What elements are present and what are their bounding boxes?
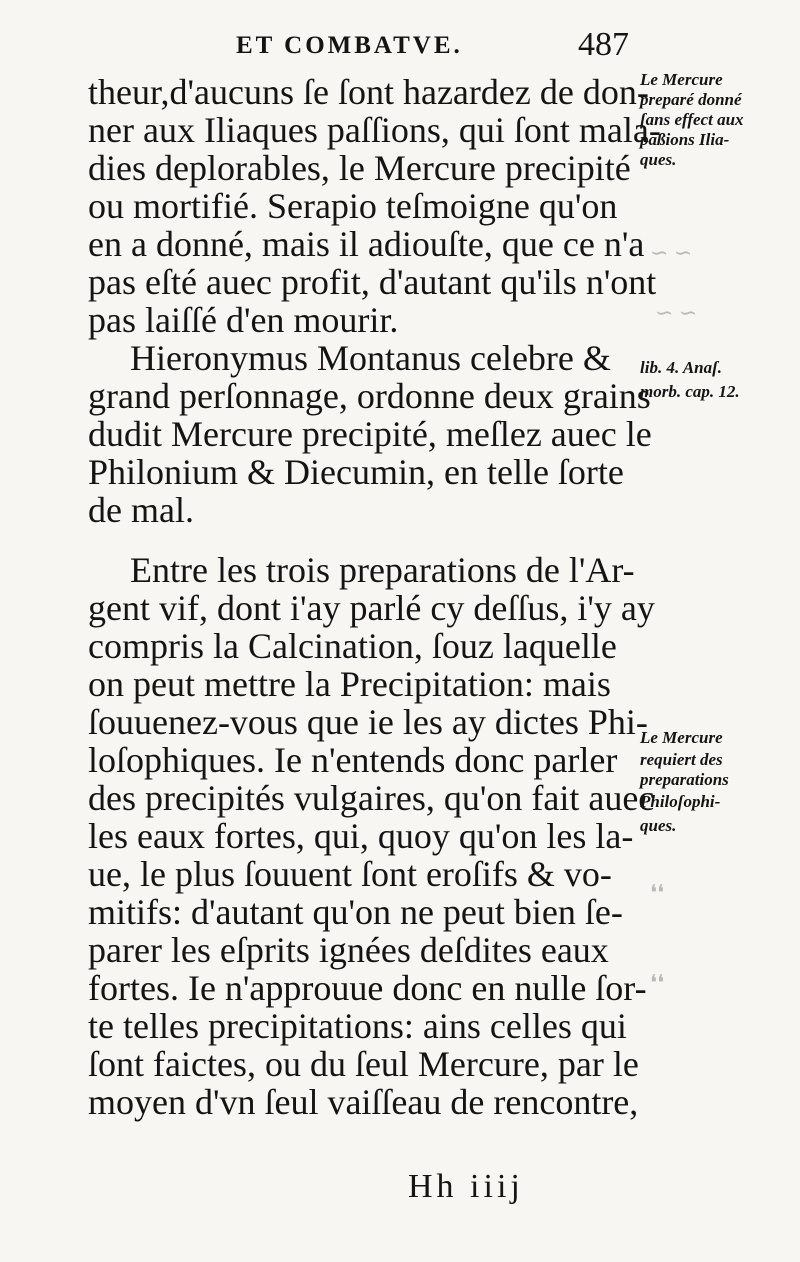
text-line: dudit Mercure precipité, meſlez auec le <box>88 414 652 454</box>
margin-note: preparations <box>640 770 729 789</box>
margin-note: preparé donné <box>640 90 742 109</box>
text-line: compris la Calcination, ſouz laquelle <box>88 626 617 666</box>
margin-note: paßions Ilia- <box>640 130 730 149</box>
margin-note: ques. <box>640 150 677 169</box>
page-number: 487 <box>578 26 629 63</box>
text-line: ue, le plus ſouuent ſont eroſifs & vo- <box>88 854 612 894</box>
text-line: ou mortifié. Serapio teſmoigne qu'on <box>88 186 618 226</box>
text-line: grand perſonnage, ordonne deux grains <box>88 376 651 416</box>
text-line: en a donné, mais il adiouſte, que ce n'a <box>88 224 645 264</box>
bleed-through-mark: ∽ ∽ <box>650 240 693 265</box>
bleed-through-mark: ∽ ∽ <box>655 300 698 325</box>
text-line: parer les eſprits ignées deſdites eaux <box>88 930 609 970</box>
text-line: loſophiques. Ie n'entends donc parler <box>88 740 618 780</box>
text-line: ſouuenez-vous que ie les ay dictes Phi- <box>88 702 648 742</box>
bleed-through-mark: ❛❛ <box>650 880 665 905</box>
bleed-through-mark: ❛❛ <box>650 970 665 995</box>
text-line: on peut mettre la Precipitation: mais <box>88 664 611 704</box>
text-line: pas laiſſé d'en mourir. <box>88 300 399 340</box>
text-line: Entre les trois preparations de l'Ar- <box>130 550 635 590</box>
text-line: Hieronymus Montanus celebre & <box>130 338 611 378</box>
text-line: fortes. Ie n'approuue donc en nulle ſor- <box>88 968 647 1008</box>
running-head: ET COMBATVE. <box>236 32 463 59</box>
text-line: te telles precipitations: ains celles qui <box>88 1006 627 1046</box>
text-line: moyen d'vn ſeul vaiſſeau de rencontre, <box>88 1082 639 1122</box>
text-line: dies deplorables, le Mercure precipité <box>88 148 631 188</box>
margin-note: Le Mercure <box>640 728 723 747</box>
text-line: des precipités vulgaires, qu'on fait auec <box>88 778 655 818</box>
page-header <box>0 26 800 76</box>
text-line: gent vif, dont i'ay parlé cy deſſus, i'y ay <box>88 588 655 628</box>
margin-note: requiert des <box>640 750 723 769</box>
margin-note: morb. cap. 12. <box>640 382 740 401</box>
text-line: de mal. <box>88 490 194 530</box>
signature-mark: Hh iiij <box>408 1168 524 1205</box>
margin-note: Le Mercure <box>640 70 723 89</box>
text-line: ner aux Iliaques paſſions, qui ſont mala- <box>88 110 661 150</box>
margin-note: Philoſophi- <box>640 792 721 811</box>
text-line: mitifs: d'autant qu'on ne peut bien ſe- <box>88 892 623 932</box>
text-line: les eaux fortes, qui, quoy qu'on les la- <box>88 816 634 856</box>
text-line: pas eſté auec profit, d'autant qu'ils n'ont <box>88 262 657 302</box>
text-line: theur,d'aucuns ſe ſont hazardez de don- <box>88 72 649 112</box>
margin-note: lib. 4. Anaſ. <box>640 358 723 377</box>
margin-note: ſans effect aux <box>640 110 744 129</box>
text-line: Philonium & Diecumin, en telle ſorte <box>88 452 624 492</box>
text-line: ſont faictes, ou du ſeul Mercure, par le <box>88 1044 639 1084</box>
margin-note: ques. <box>640 816 677 835</box>
